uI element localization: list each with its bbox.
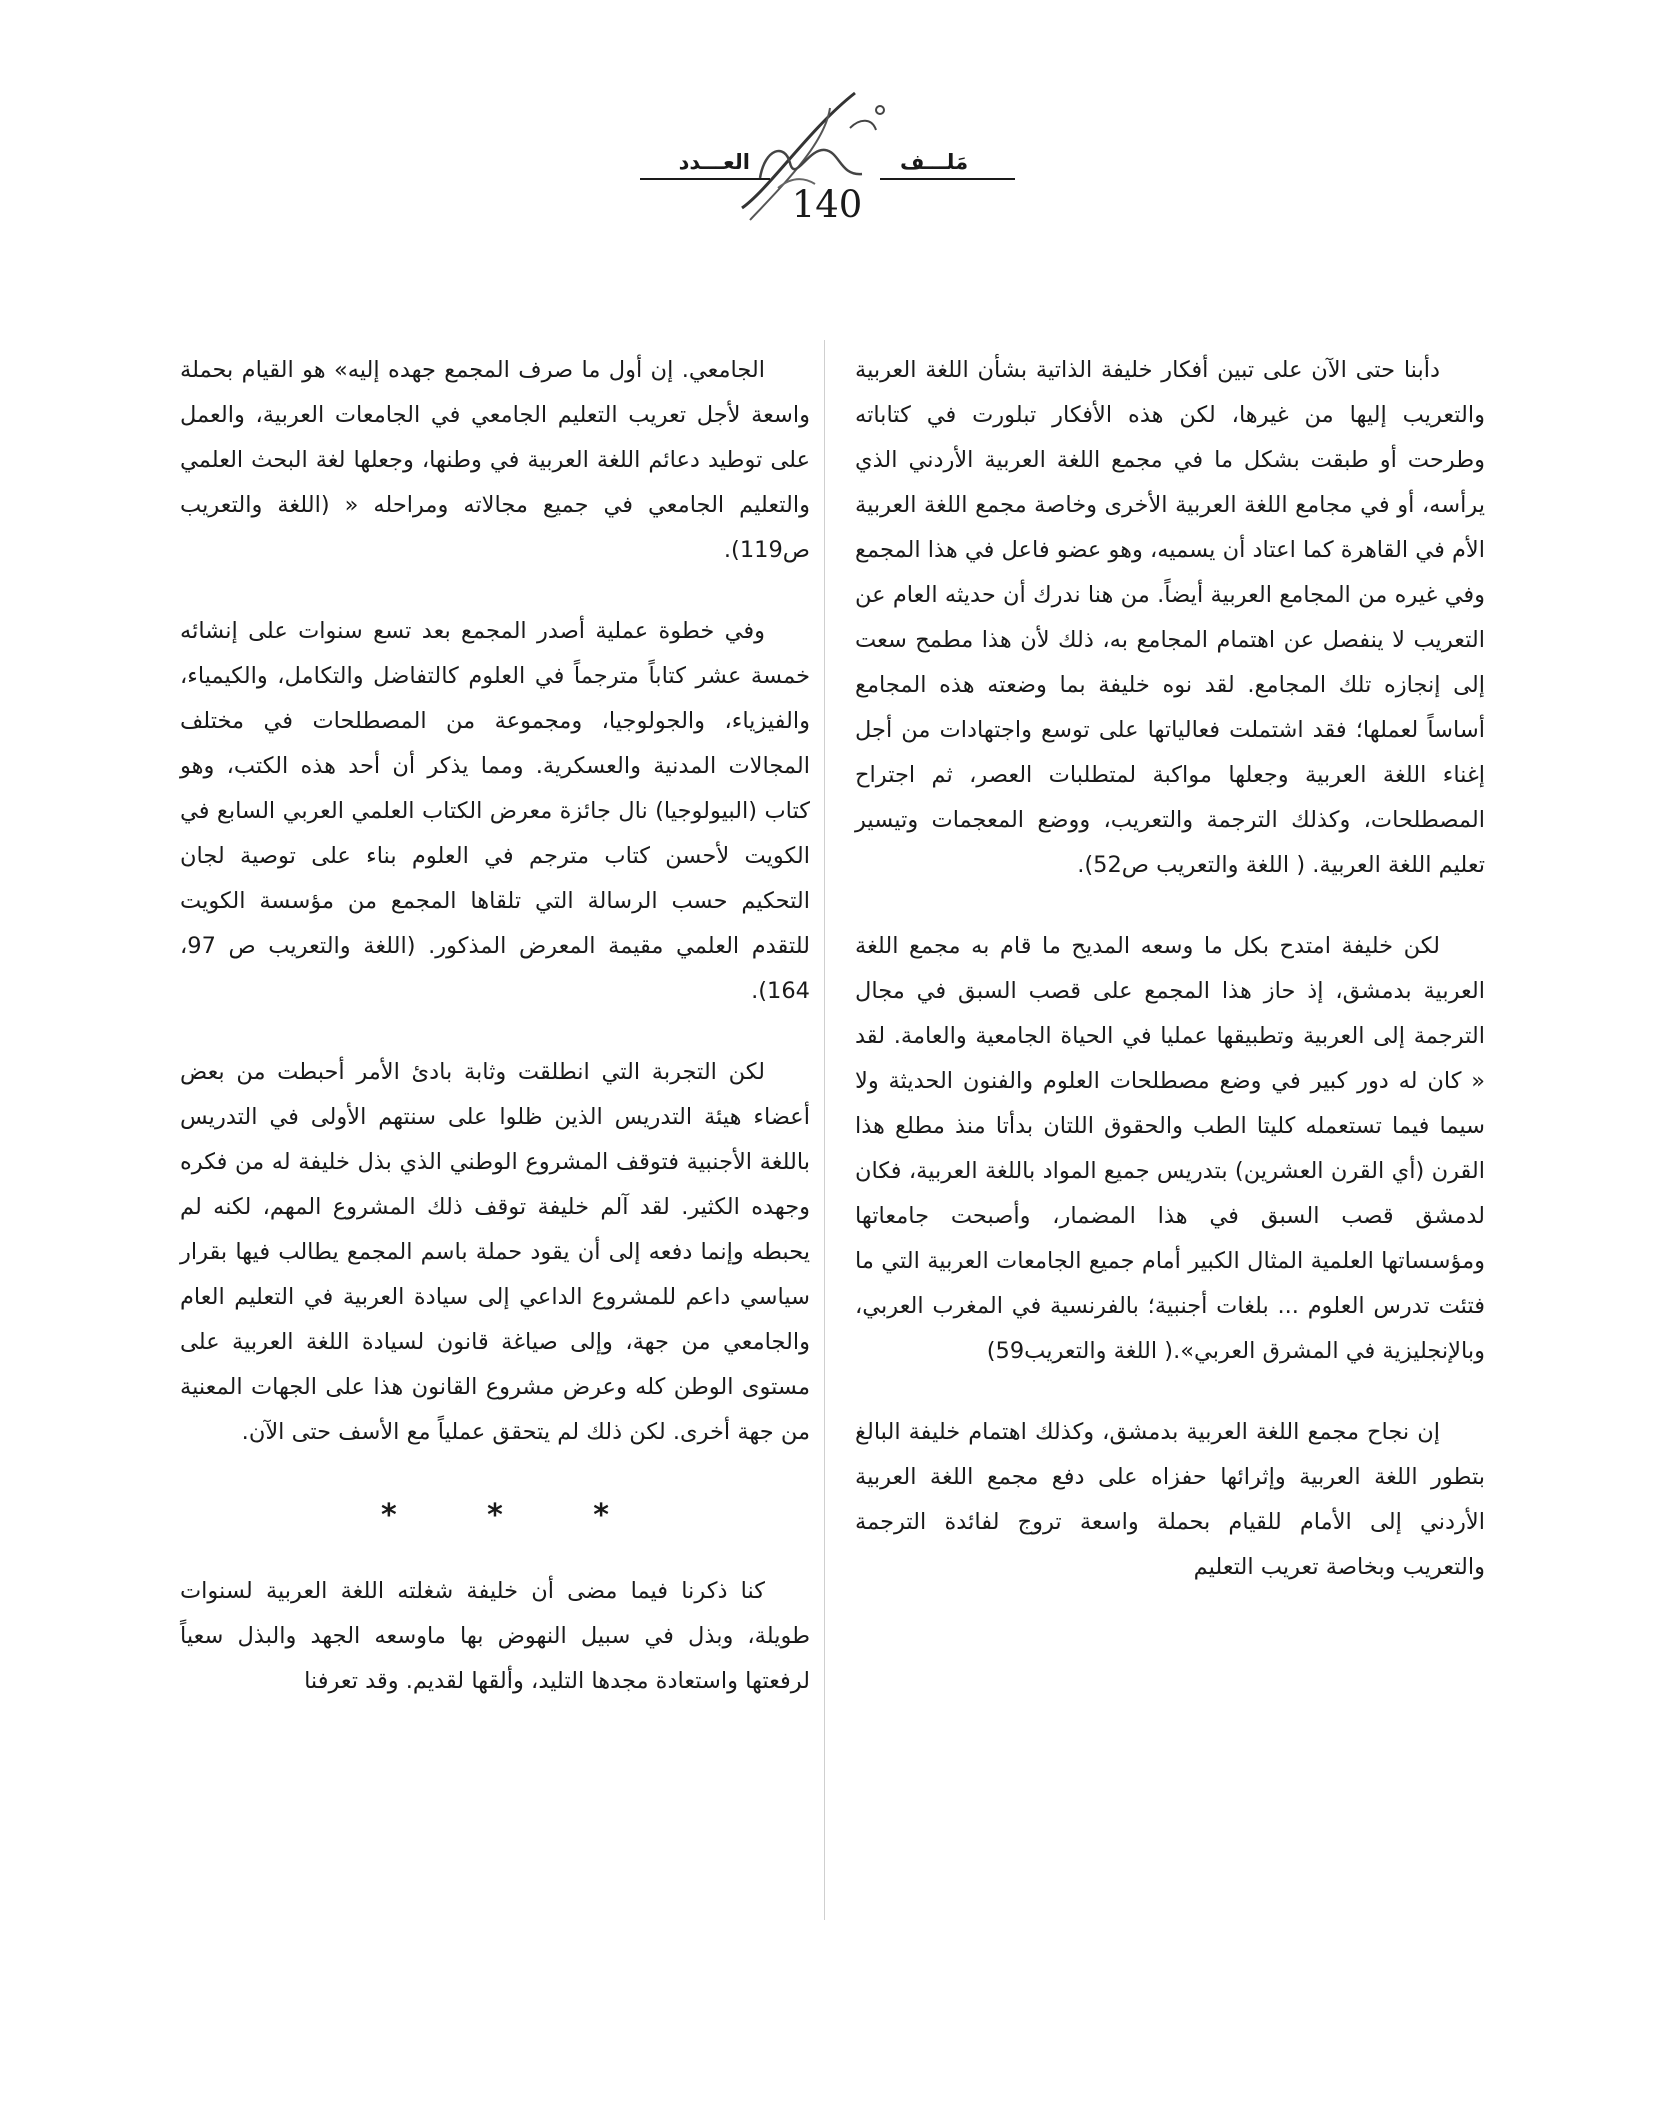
paragraph: الجامعي. إن أول ما صرف المجمع جهده إليه» هو القيام بحملة واسعة لأجل تعريب التعليم الجامعي في الجامعات العربية، والعمل على توطيد دعائم اللغة العربية في وطنها، وجعلها لغة البحث العلمي والتعليم الجامعي في جميع مجالاته ومراحله « (اللغة والتعريب ص119). (180, 357, 810, 563)
section-separator (180, 1491, 810, 1541)
paragraph: لكن التجربة التي انطلقت وثابة بادئ الأمر أحبطت من بعض أعضاء هيئة التدريس الذين ظلوا على سنتهم الأولى في التدريس باللغة الأجنبية فتوقف المشروع الوطني الذي بذل خليفة له من فكره وجهده الكثير. لقد آلم خليفة توقف ذلك المشروع المهم، لكنه لم يحبطه وإنما دفعه إلى أن يقود حملة باسم المجمع يطالب فيها بقرار سياسي داعم للمشروع الداعي إلى سيادة العربية في التعليم العام والجامعي من جهة، وإلى صياغة قانون لسيادة اللغة العربية على مستوى الوطن كله وعرض مشروع القانون هذا على الجهات المعنية من جهة أخرى. لكن ذلك لم يتحقق عملياً مع الأسف حتى الآن. (180, 1059, 810, 1445)
paragraph: كنا ذكرنا فيما مضى أن خليفة شغلته اللغة العربية لسنوات طويلة، وبذل في سبيل النهوض بها ماوسعه الجهد والبذل سعياً لرفعتها واستعادة مجدها التليد، وألقها لقديم. وقد تعرفنا (180, 1578, 810, 1694)
issue-label: العـــدد (678, 150, 750, 174)
paragraph: دأبنا حتى الآن على تبين أفكار خليفة الذاتية بشأن اللغة العربية والتعريب إليها من غيرها، لكن هذه الأفكار تبلورت في كتاباته وطرحت أو طبقت بشكل ما في مجمع اللغة العربية الأردني الذي يرأسه، أو في مجامع اللغة العربية الأخرى وخاصة مجمع اللغة العربية الأم في القاهرة كما اعتاد أن يسميه، وهو عضو فاعل في هذا المجمع وفي غيره من المجامع العربية أيضاً. من هنا ندرك أن حديثه العام عن التعريب لا ينفصل عن اهتمام المجامع به، ذلك لأن هذا مطمح سعت إلى إنجازه تلك المجامع. لقد نوه خليفة بما وضعته هذه المجامع أساساً لعملها؛ فقد اشتملت فعالياتها على توسع واجتهادات من أجل إغناء اللغة العربية وجعلها مواكبة لمتطلبات العصر، ثم اجتراح المصطلحات، وكذلك الترجمة والتعريب، ووضع المعجمات وتيسير تعليم اللغة العربية. ( اللغة والتعريب ص52). (855, 357, 1485, 878)
page-number: 140 (791, 183, 863, 226)
svg-text:أفكار: أفكار (817, 168, 820, 169)
file-label: مَلـــف (900, 150, 969, 174)
paragraph: لكن خليفة امتدح بكل ما وسعه المديح ما قام به مجمع اللغة العربية بدمشق، إذ حاز هذا المجمع على قصب السبق في مجال الترجمة إلى العربية وتطبيقها عمليا في الحياة الجامعية والعامة. لقد « كان له دور كبير في وضع مصطلحات العلوم والفنون الحديثة ولا سيما فيما تستعمله كليتا الطب والحقوق اللتان بدأتا منذ مطلع هذا القرن (أي القرن العشرين) بتدريس جميع المواد باللغة العربية، فكان لدمشق قصب السبق في هذا المضمار، وأصبحت جامعاتها ومؤسساتها العلمية المثال الكبير أمام جميع الجامعات العربية التي ما فتئت تدرس العلوم ... بلغات أجنبية؛ بالفرنسية في المغرب العربي، وبالإنجليزية في المشرق العربي».( اللغة والتعريب59) (855, 933, 1485, 1364)
separator-star: * (593, 1498, 609, 1533)
paragraph: وفي خطوة عملية أصدر المجمع بعد تسع سنوات على إنشائه خمسة عشر كتاباً مترجماً في العلوم كالتفاضل والتكامل، والكيمياء، والفيزياء، والجولوجيا، ومجموعة من المصطلحات في مختلف المجالات المدنية والعسكرية. ومما يذكر أن أحد هذه الكتب، وهو كتاب (البيولوجيا) نال جائزة معرض الكتاب العلمي العربي السابع في الكويت لأحسن كتاب مترجم في العلوم بناء على توصية لجان التحكيم حسب الرسالة التي تلقاها المجمع من مؤسسة الكويت للتقدم العلمي مقيمة المعرض المذكور. (اللغة والتعريب ص 97، 164). (180, 618, 810, 1004)
header-rule-right (880, 178, 1015, 180)
paragraph: إن نجاح مجمع اللغة العربية بدمشق، وكذلك اهتمام خليفة البالغ بتطور اللغة العربية وإثرائها حفزاه على دفع مجمع اللغة العربية الأردني إلى الأمام للقيام بحملة واسعة تروج لفائدة الترجمة والتعريب وبخاصة تعريب التعليم (855, 1419, 1485, 1580)
separator-star: * (380, 1498, 397, 1533)
column-divider (824, 340, 825, 1920)
left-column (180, 348, 810, 1740)
right-column (855, 348, 1485, 1626)
page-header (0, 0, 1654, 240)
header-rule-left (640, 178, 770, 180)
separator-star: * (487, 1498, 503, 1533)
